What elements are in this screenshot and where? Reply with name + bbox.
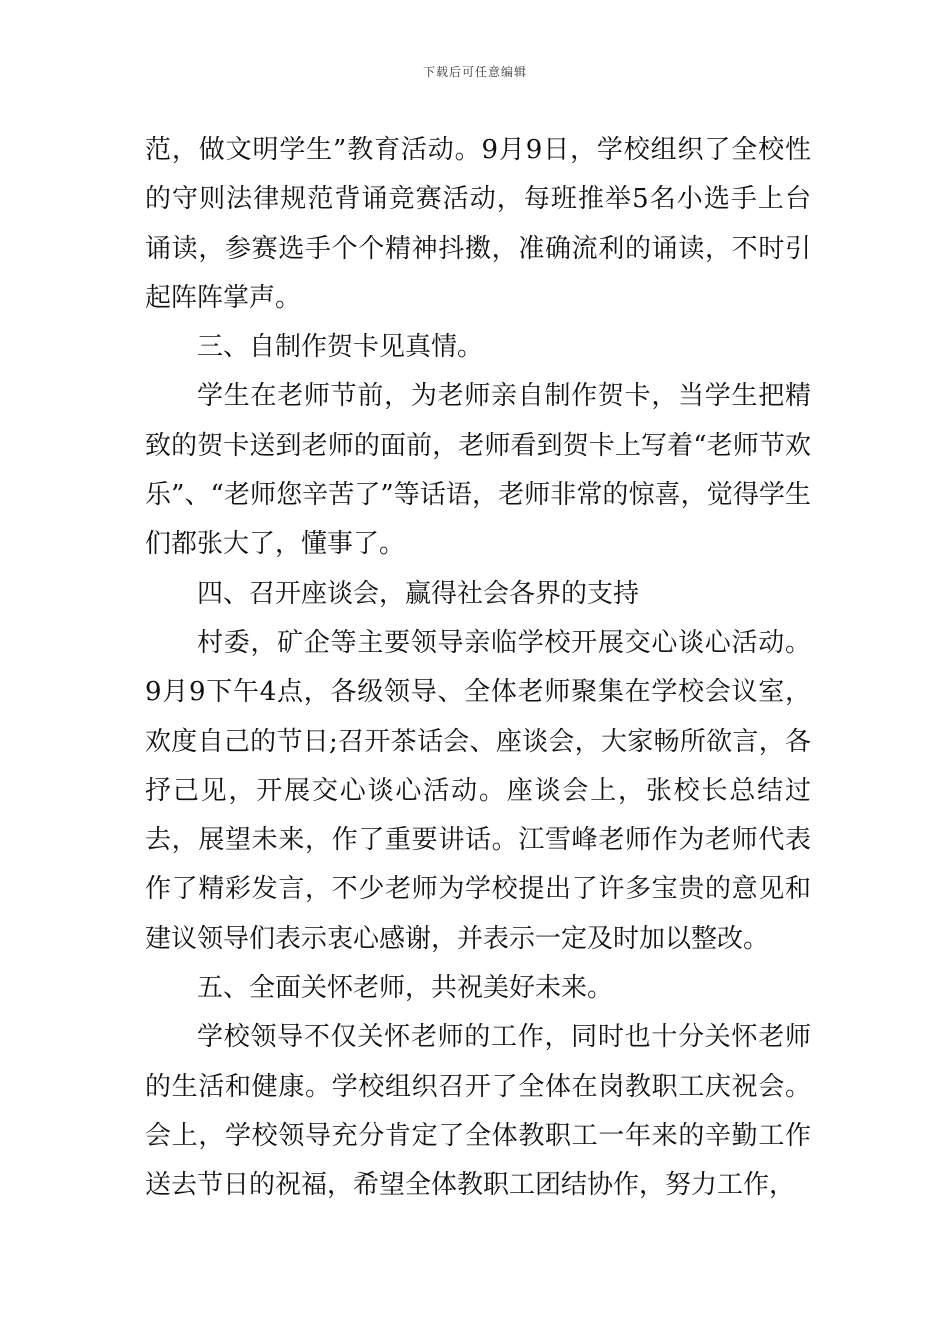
document-body [145,126,811,1211]
paragraph-symposium: 村委，矿企等主要领导亲临学校开展交心谈心活动。9月9下午4点，各级领导、全体老师聚集在学校会议室，欢度自己的节日;召开茶话会、座谈会，大家畅所欲言，各抒己见，开展交心谈心活动。座谈会上，张校长总结过去，展望未来，作了重要讲话。江雪峰老师作为老师代表作了精彩发言，不少老师为学校提出了许多宝贵的意见和建议领导们表示衷心感谢，并表示一定及时加以整改。 [145,627,811,954]
section-heading-5: 五、全面关怀老师，共祝美好未来。 [197,973,614,1004]
paragraph-greeting-cards: 学生在老师节前，为老师亲自制作贺卡，当学生把精致的贺卡送到老师的面前，老师看到贺卡上写着“老师节欢乐”、“老师您辛苦了”等话语，老师非常的惊喜，觉得学生们都张大了，懂事了。 [145,381,811,560]
section-heading-3: 三、自制作贺卡见真情。 [197,332,484,363]
paragraph-continuation: 范，做文明学生”教育活动。9月9日，学校组织了全校性的守则法律规范背诵竞赛活动，每班推举5名小选手上台诵读，参赛选手个个精神抖擞，准确流利的诵读，不时引起阵阵掌声。 [145,135,811,313]
page-header: 下载后可任意编辑 [422,65,527,79]
section-heading-4: 四、召开座谈会，赢得社会各界的支持 [197,578,640,609]
paragraph-care-for-teachers: 学校领导不仅关怀老师的工作，同时也十分关怀老师的生活和健康。学校组织召开了全体在岗教职工庆祝会。会上，学校领导充分肯定了全体教职工一年来的辛勤工作送去节日的祝福，希望全体教职工团结协作，努力工作， [145,1022,811,1201]
